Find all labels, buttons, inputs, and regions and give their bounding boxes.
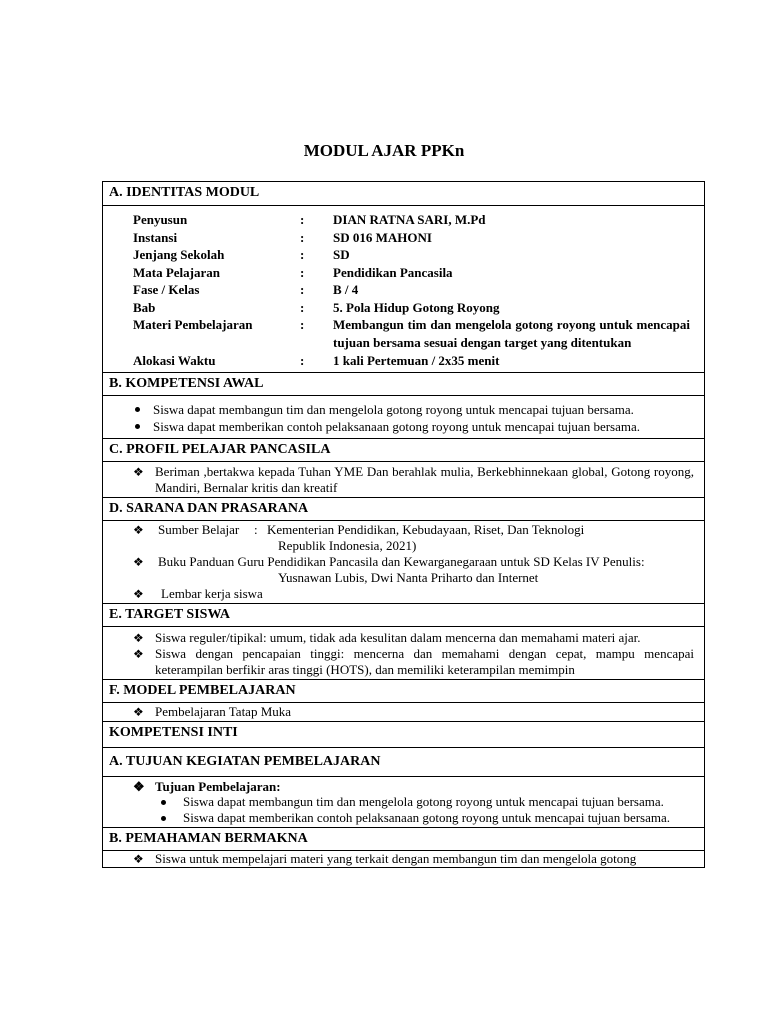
- diamond-bullet-icon: ❖: [133, 554, 144, 569]
- diamond-bullet-icon: ❖: [133, 646, 144, 661]
- profil-list: [103, 461, 705, 497]
- section-heading: KOMPETENSI INTI: [103, 721, 705, 747]
- section-tujuan-header: [103, 747, 705, 776]
- sumber-value: Kementerian Pendidikan, Kebudayaan, Riset, Dan Teknologi: [267, 521, 585, 537]
- identitas-list: [103, 206, 705, 373]
- diamond-bullet-icon: ❖: [133, 704, 144, 719]
- list-item-text: Beriman ,bertakwa kepada Tuhan YME Dan berahlak mulia, Berkebhinnekaan global, Gotong royong, Mandiri, Bernalar kritis dan kreatif: [155, 463, 694, 495]
- colon: :: [300, 299, 305, 315]
- identitas-row: [133, 246, 704, 264]
- colon: :: [300, 212, 305, 227]
- diamond-bullet-icon: ❖: [133, 630, 144, 645]
- section-heading: B. KOMPETENSI AWAL: [103, 372, 705, 395]
- section-heading: D. SARANA DAN PRASARANA: [103, 497, 705, 520]
- section-model-header: [103, 679, 705, 702]
- list-item: [133, 522, 694, 554]
- section-heading: B. PEMAHAMAN BERMAKNA: [103, 828, 705, 851]
- section-pemahaman-body: [103, 851, 705, 868]
- model-list: [103, 702, 705, 721]
- colon: :: [300, 247, 305, 262]
- module-table: [102, 181, 705, 868]
- identitas-row: [133, 211, 704, 229]
- colon: :: [300, 282, 305, 297]
- list-item: [133, 586, 694, 602]
- diamond-bullet-icon: ❖: [133, 522, 144, 537]
- colon: :: [254, 521, 258, 537]
- tujuan-list: [103, 776, 705, 828]
- colon: :: [300, 264, 305, 280]
- list-item: Siswa dapat memberikan contoh pelaksanaan gotong royong untuk mencapai tujuan bersama.: [133, 810, 694, 826]
- identitas-row: [133, 299, 704, 317]
- list-item: [133, 646, 694, 678]
- sumber-value-cont: Republik Indonesia, 2021): [278, 537, 417, 553]
- colon: :: [300, 317, 305, 332]
- field-label: Mata Pelajaran: [133, 264, 221, 280]
- sumber-label: Sumber Belajar: [158, 521, 240, 537]
- diamond-bullet-icon: ❖: [133, 586, 144, 601]
- field-label: Fase / Kelas: [133, 282, 200, 297]
- section-sarana-body: [103, 520, 705, 603]
- section-heading: C. PROFIL PELAJAR PANCASILA: [103, 438, 705, 461]
- field-value: SD 016 MAHONI: [333, 229, 432, 245]
- list-item: [133, 464, 694, 496]
- section-kompetensi-awal-header: [103, 372, 705, 395]
- section-profil-body: [103, 461, 705, 497]
- field-value: Membangun tim dan mengelola gotong royong untuk mencapai tujuan bersama sesuai dengan target yang ditentukan: [333, 317, 690, 350]
- field-value: 1 kali Pertemuan / 2x35 menit: [333, 353, 500, 368]
- field-value: B / 4: [333, 282, 359, 297]
- field-label: Alokasi Waktu: [133, 353, 216, 368]
- buku-line-cont: Yusnawan Lubis, Dwi Nanta Priharto dan Internet: [278, 569, 539, 585]
- field-value: Pendidikan Pancasila: [333, 264, 453, 280]
- buku-line: Buku Panduan Guru Pendidikan Pancasila dan Kewarganegaraan untuk SD Kelas IV Penulis:: [158, 553, 645, 569]
- identitas-row: [133, 229, 704, 247]
- section-target-header: [103, 603, 705, 626]
- section-kompetensi-awal-body: [103, 395, 705, 438]
- page-title: MODUL AJAR PPKn: [303, 141, 465, 160]
- subheading-text: Tujuan Pembelajaran:: [155, 778, 281, 794]
- field-label: Jenjang Sekolah: [133, 247, 225, 262]
- section-heading: E. TARGET SISWA: [103, 603, 705, 626]
- sarana-list: [103, 520, 705, 603]
- list-item-text: Siswa reguler/tipikal: umum, tidak ada kesulitan dalam mencerna dan memahami materi ajar.: [155, 629, 641, 645]
- section-identitas-body: [103, 206, 705, 373]
- section-sarana-header: [103, 497, 705, 520]
- section-heading: F. MODEL PEMBELAJARAN: [103, 679, 705, 702]
- identitas-row: [133, 281, 704, 299]
- field-label: Materi Pembelajaran: [133, 317, 253, 332]
- section-heading: A. TUJUAN KEGIATAN PEMBELAJARAN: [103, 747, 705, 776]
- list-item-text: Siswa dengan pencapaian tinggi: mencerna dan memahami dengan cepat, mampu mencapai keterampilan berfikir aras tinggi (HOTS), dan memiliki keterampilan memimpin: [155, 645, 694, 677]
- list-item: [133, 554, 694, 586]
- field-label: Bab: [133, 299, 156, 315]
- field-value: DIAN RATNA SARI, M.Pd: [333, 212, 486, 227]
- field-label: Penyusun: [133, 212, 188, 227]
- field-value: 5. Pola Hidup Gotong Royong: [333, 299, 500, 315]
- pemahaman-list: [103, 851, 705, 868]
- section-tujuan-body: [103, 776, 705, 828]
- section-heading: A. IDENTITAS MODUL: [103, 182, 705, 206]
- diamond-bullet-icon: ❖: [133, 852, 144, 866]
- colon: :: [300, 353, 305, 368]
- list-item: Siswa dapat membangun tim dan mengelola gotong royong untuk mencapai tujuan bersama.: [133, 401, 694, 418]
- target-list: [103, 626, 705, 679]
- identitas-row: [133, 264, 704, 282]
- field-label: Instansi: [133, 229, 178, 245]
- diamond-bullet-icon: ❖: [133, 464, 144, 479]
- list-item: [133, 630, 694, 646]
- list-item: Siswa dapat membangun tim dan mengelola gotong royong untuk mencapai tujuan bersama.: [133, 794, 694, 810]
- field-value: SD: [333, 247, 350, 262]
- kompetensi-awal-list: [103, 395, 705, 438]
- diamond-bullet-icon: ❖: [133, 778, 145, 794]
- identitas-row: [133, 352, 704, 370]
- identitas-row: [133, 316, 704, 351]
- list-item-text: Pembelajaran Tatap Muka: [155, 703, 292, 719]
- section-kompetensi-inti-header: [103, 721, 705, 747]
- list-item: [133, 704, 694, 720]
- list-item: Siswa dapat memberikan contoh pelaksanaan gotong royong untuk mencapai tujuan bersama.: [133, 418, 694, 435]
- section-identitas-header: [103, 182, 705, 206]
- section-profil-header: [103, 438, 705, 461]
- section-model-body: [103, 702, 705, 721]
- colon: :: [300, 229, 305, 245]
- list-item: [133, 851, 694, 867]
- section-pemahaman-header: [103, 828, 705, 851]
- list-item-text: Lembar kerja siswa: [161, 585, 263, 601]
- list-item-text: Siswa untuk mempelajari materi yang terkait dengan membangun tim dan mengelola gotong: [155, 851, 637, 866]
- tujuan-subheading: [133, 779, 694, 795]
- section-target-body: [103, 626, 705, 679]
